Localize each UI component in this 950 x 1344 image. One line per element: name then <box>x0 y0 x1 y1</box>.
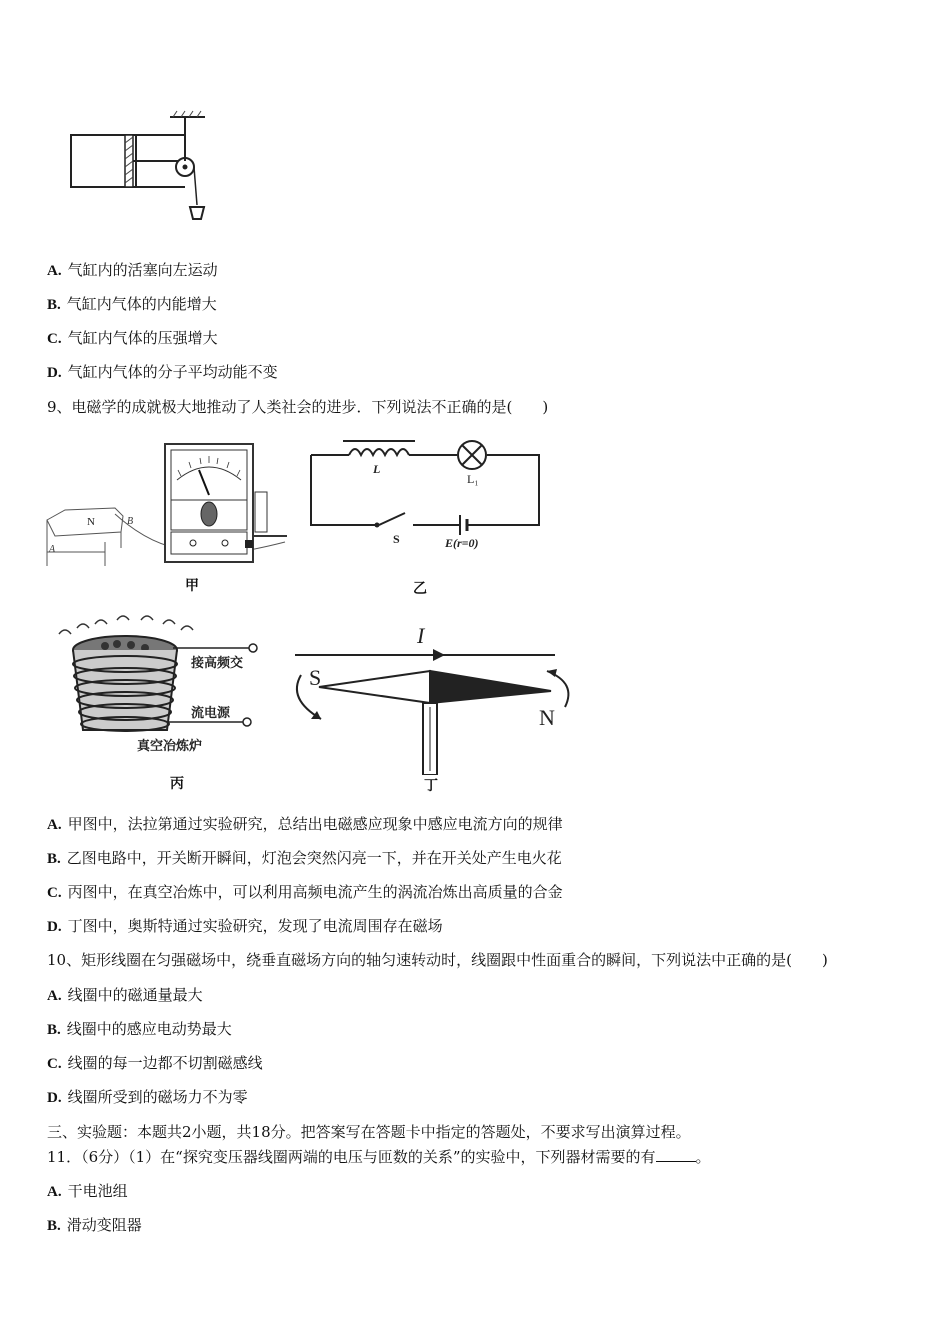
option-text: 干电池组 <box>67 1182 128 1200</box>
q8-option-b[interactable] <box>47 294 217 315</box>
option-text: 线圈的每一边都不切割磁感线 <box>67 1054 263 1072</box>
magnet-label-n: N <box>87 516 95 528</box>
option-letter: D. <box>47 1090 62 1106</box>
furnace-label: 真空冶炼炉 <box>137 738 203 752</box>
caption-ding: 丁 <box>424 778 438 794</box>
figure-bing-furnace <box>45 612 285 752</box>
q10-option-b[interactable] <box>47 1019 232 1040</box>
option-letter: D. <box>47 365 62 381</box>
option-letter: D. <box>47 919 62 935</box>
cylinder-pulley-figure <box>65 95 225 235</box>
q11-option-b[interactable] <box>47 1215 142 1236</box>
q11-stem-end: 。 <box>695 1148 711 1166</box>
compass-n-label: N <box>539 705 555 730</box>
q9-option-a[interactable] <box>47 814 563 835</box>
compass-s-label: S <box>309 665 322 690</box>
option-text: 线圈中的感应电动势最大 <box>66 1020 232 1038</box>
option-letter: B. <box>47 851 61 867</box>
inductor-label: L <box>373 462 381 476</box>
switch-label: S <box>393 532 400 546</box>
q8-option-a[interactable] <box>47 260 218 281</box>
option-text: 滑动变阻器 <box>66 1216 142 1234</box>
option-letter: C. <box>47 1056 62 1072</box>
caption-jia: 甲 <box>185 578 199 594</box>
q8-option-c[interactable] <box>47 328 218 349</box>
option-text: 气缸内气体的压强增大 <box>67 329 218 347</box>
option-text: 丙图中，在真空冶炼中，可以利用高频电流产生的涡流冶炼出高质量的合金 <box>67 883 563 901</box>
option-letter: B. <box>47 297 61 313</box>
label-a: A <box>49 544 56 555</box>
answer-blank[interactable] <box>656 1147 696 1162</box>
option-letter: A. <box>47 817 62 833</box>
option-letter: B. <box>47 1022 61 1038</box>
figure-ding-compass <box>285 615 585 775</box>
q8-option-d[interactable] <box>47 362 278 383</box>
current-label: I <box>417 623 425 648</box>
q9-option-c[interactable] <box>47 882 563 903</box>
section-3-heading: 三、实验题：本题共2小题，共18分。把答案写在答题卡中指定的答题处，不要求写出演算过程。 <box>47 1123 691 1141</box>
q10-option-a[interactable] <box>47 985 203 1006</box>
hf-label-2: 流电源 <box>191 705 231 720</box>
option-text: 甲图中，法拉第通过实验研究，总结出电磁感应现象中感应电流方向的规律 <box>67 815 563 833</box>
option-text: 乙图电路中，开关断开瞬间，灯泡会突然闪亮一下，并在开关处产生电火花 <box>66 849 562 867</box>
option-letter: C. <box>47 885 62 901</box>
option-text: 丁图中，奥斯特通过实验研究，发现了电流周围存在磁场 <box>67 917 443 935</box>
caption-yi: 乙 <box>413 581 427 597</box>
q11-option-a[interactable] <box>47 1181 128 1202</box>
q10-option-c[interactable] <box>47 1053 263 1074</box>
label-b: B <box>127 516 134 527</box>
q9-option-d[interactable] <box>47 916 443 937</box>
caption-bing: 丙 <box>170 776 184 792</box>
figure-jia-galvanometer <box>45 440 290 570</box>
option-letter: A. <box>47 988 62 1004</box>
option-text: 气缸内的活塞向左运动 <box>67 261 218 279</box>
emf-label: E(r=0) <box>445 536 479 550</box>
option-text: 气缸内气体的内能增大 <box>66 295 217 313</box>
option-letter: B. <box>47 1218 61 1234</box>
option-letter: C. <box>47 331 62 347</box>
q11-stem-text: 11．（6分）（1）在“探究变压器线圈两端的电压与匝数的关系”的实验中，下列器材需要的有 <box>47 1148 656 1166</box>
q10-stem: 10、矩形线圈在匀强磁场中，绕垂直磁场方向的轴匀速转动时，线圈跟中性面重合的瞬间，下列说法中正确的是( ) <box>47 951 828 969</box>
option-text: 线圈中的磁通量最大 <box>67 986 203 1004</box>
q9-option-b[interactable] <box>47 848 562 869</box>
option-letter: A. <box>47 1184 62 1200</box>
option-text: 气缸内气体的分子平均动能不变 <box>67 363 278 381</box>
option-letter: A. <box>47 263 62 279</box>
q10-option-d[interactable] <box>47 1087 248 1108</box>
q9-stem: 9、电磁学的成就极大地推动了人类社会的进步．下列说法不正确的是( ) <box>47 398 549 416</box>
lamp-label: L₁ <box>467 472 479 486</box>
q11-stem <box>47 1147 711 1167</box>
hf-label-1: 接高频交 <box>191 655 244 670</box>
figure-yi-circuit <box>305 435 550 555</box>
option-text: 线圈所受到的磁场力不为零 <box>67 1088 248 1106</box>
